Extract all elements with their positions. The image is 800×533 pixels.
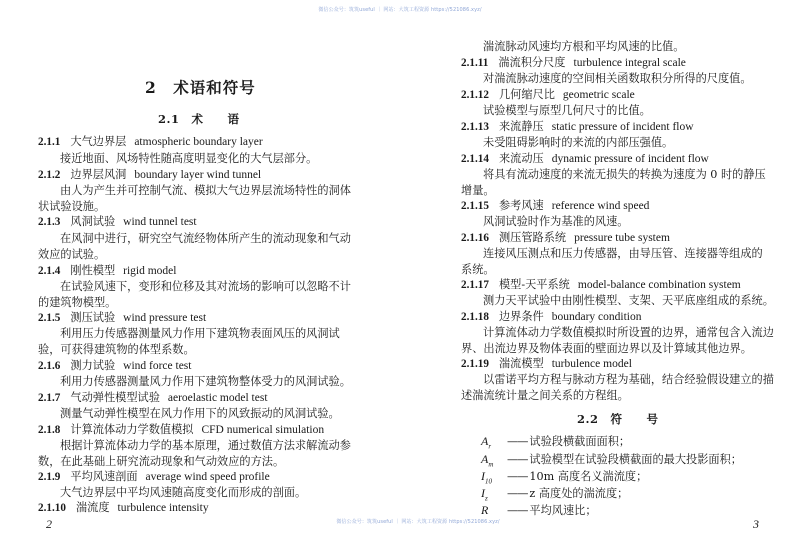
term-definition: 接近地面、风场特性随高度明显变化的大气层部分。 (60, 152, 318, 165)
term-number: 2.1.14 (461, 153, 489, 165)
term-definition: 试验模型与原型几何尺寸的比值。 (483, 104, 651, 117)
term-heading (461, 56, 686, 70)
term-definition: 未受阻碍影响时的来流的内部压强值。 (483, 136, 674, 149)
symbol-desc: z 高度处的湍流度； (529, 487, 629, 500)
term-en: turbulence integral scale (573, 57, 686, 69)
term-zh: 测力试验 (70, 359, 116, 372)
term-definition: 在试验风速下，变形和位移及其对流场的影响可以忽略不计 (60, 280, 351, 293)
term-zh: 来流动压 (498, 152, 544, 165)
term-heading (38, 311, 206, 325)
term-definition: 利用压力传感器测量风力作用下建筑物表面风压的风洞试 (60, 327, 340, 340)
term-zh: 平均风速剖面 (70, 470, 138, 483)
term-en: turbulence intensity (117, 502, 209, 514)
term-zh: 湍流模型 (498, 357, 544, 370)
term-number: 2.1.16 (461, 232, 489, 244)
term-number: 2.1.17 (461, 279, 489, 291)
term-definition-cont: 数，在此基础上研究流动现象和气动效应的方法。 (38, 455, 285, 468)
term-definition-cont: 界、出流边界及物体表面的壁面边界以及计算域其他边界。 (461, 342, 752, 355)
term-heading (38, 359, 191, 373)
term-number: 2.1.15 (461, 200, 489, 212)
term-number: 2.1.9 (38, 471, 61, 483)
term-en: geometric scale (562, 89, 635, 101)
page-number-left: 2 (46, 517, 52, 531)
term-heading (38, 168, 261, 182)
term-number: 2.1.8 (38, 424, 61, 436)
term-definition-cont: 湍流脉动风速均方根和平均风速的比值。 (483, 40, 685, 53)
term-heading (461, 199, 649, 213)
term-definition: 将具有流动速度的来流无损失的转换为速度为 0 时的静压 (483, 168, 766, 181)
page-number-right: 3 (753, 517, 759, 531)
term-definition: 以雷诺平均方程与脉动方程为基础，结合经验假设建立的描 (483, 373, 774, 386)
symbol-desc: 试验模型在试验段横截面的最大投影面积； (529, 453, 742, 466)
term-definition: 测量气动弹性模型在风力作用下的风致振动的风洞试验。 (60, 407, 340, 420)
term-definition: 风洞试验时作为基准的风速。 (483, 215, 629, 228)
term-zh: 计算流体动力学数值模拟 (70, 423, 194, 436)
term-number: 2.1.19 (461, 358, 489, 370)
term-zh: 风洞试验 (70, 215, 116, 228)
term-zh: 测压管路系统 (498, 231, 567, 244)
symbol-row (481, 503, 597, 522)
symbol: R (481, 503, 489, 517)
term-en: static pressure of incident flow (551, 121, 694, 133)
term-en: atmospheric boundary layer (134, 136, 263, 148)
term-definition: 对湍流脉动速度的空间相关函数取积分所得的尺度值。 (483, 72, 752, 85)
term-zh: 刚性模型 (70, 264, 116, 277)
term-heading (461, 88, 635, 102)
term-number: 2.1.13 (461, 121, 489, 133)
term-zh: 边界层风洞 (70, 168, 127, 181)
term-definition: 连接风压测点和压力传感器，由导压管、连接器等组成的 (483, 247, 763, 260)
symbol-dash: —— (507, 470, 528, 483)
section-title-terms: 2.1 术 语 (158, 112, 240, 126)
term-number: 2.1.10 (38, 502, 66, 514)
term-en: aeroelastic model test (167, 392, 268, 404)
term-number: 2.1.2 (38, 169, 61, 181)
term-number: 2.1.11 (461, 57, 489, 69)
term-definition-cont: 效应的试验。 (38, 248, 106, 261)
term-heading (461, 231, 670, 245)
term-heading (461, 120, 694, 134)
symbol-dash: —— (507, 435, 528, 448)
term-zh: 大气边界层 (70, 135, 127, 148)
term-definition: 测力天平试验中由刚性模型、支架、天平底座组成的系统。 (483, 294, 774, 307)
symbol: $I_{10}$ (481, 469, 492, 486)
term-en: turbulence model (551, 358, 632, 370)
term-definition: 利用力传感器测量风力作用下建筑物整体受力的风洞试验。 (60, 375, 351, 388)
term-heading (461, 278, 741, 292)
term-heading (38, 470, 270, 484)
term-en: wind pressure test (123, 312, 207, 324)
symbol-desc: 试验段横截面面积； (529, 435, 631, 448)
symbol: $A_r$ (481, 434, 492, 451)
term-number: 2.1.7 (38, 392, 61, 404)
term-heading (38, 391, 268, 405)
term-number: 2.1.1 (38, 136, 61, 148)
term-number: 2.1.5 (38, 312, 61, 324)
term-en: reference wind speed (551, 200, 650, 212)
term-zh: 几何缩尺比 (498, 88, 555, 101)
term-definition-cont: 状试验设施。 (38, 200, 106, 213)
term-heading (38, 501, 209, 515)
section-title-symbols: 2.2 符 号 (577, 412, 659, 426)
term-definition-cont: 增量。 (461, 184, 495, 197)
term-definition: 由人为产生并可控制气流、模拟大气边界层流场特性的洞体 (60, 184, 351, 197)
term-definition: 大气边界层中平均风速随高度变化而形成的剖面。 (60, 486, 307, 499)
symbol: $I_z$ (481, 486, 488, 503)
term-en: CFD numerical simulation (201, 424, 325, 436)
right-page (420, 0, 800, 533)
term-definition-cont: 的建筑物模型。 (38, 296, 117, 309)
term-en: boundary layer wind tunnel (134, 169, 262, 181)
term-heading (38, 135, 263, 149)
term-zh: 测压试验 (70, 311, 116, 324)
term-definition: 根据计算流体动力学的基本原理，通过数值方法求解流动参 (60, 439, 351, 452)
term-zh: 湍流积分尺度 (498, 56, 566, 69)
term-number: 2.1.4 (38, 265, 61, 277)
symbol-dash: —— (507, 453, 528, 466)
term-en: rigid model (123, 265, 177, 277)
term-heading (38, 215, 197, 229)
symbol-row (481, 434, 630, 453)
term-number: 2.1.3 (38, 216, 61, 228)
term-heading (38, 423, 324, 437)
term-definition-cont: 述湍流统计量之间关系的方程组。 (461, 389, 629, 402)
term-heading (461, 357, 632, 371)
term-zh: 来流静压 (498, 120, 544, 133)
term-definition: 在风洞中进行，研究空气流经物体所产生的流动现象和气动 (60, 232, 351, 245)
term-zh: 边界条件 (498, 310, 544, 323)
term-number: 2.1.12 (461, 89, 489, 101)
term-zh: 参考风速 (498, 199, 544, 212)
term-definition-cont: 系统。 (461, 263, 495, 276)
watermark-bottom: 微信公众号：筑筑useful ｜ 网站：大筑工程资源 https://521086.xyz/ (336, 519, 500, 525)
term-heading (38, 264, 176, 278)
symbol-desc: 平均风速比； (529, 504, 597, 517)
term-heading (461, 152, 709, 166)
term-zh: 气动弹性模型试验 (70, 391, 160, 404)
term-en: model-balance combination system (577, 279, 741, 291)
chapter-title: 2 术语和符号 (145, 78, 256, 97)
term-number: 2.1.18 (461, 311, 489, 323)
term-definition-cont: 验，可获得建筑物的体型系数。 (38, 343, 195, 356)
term-definition: 计算流体动力学数值模拟时所设置的边界，通常包含入流边 (483, 326, 774, 339)
symbol-dash: —— (507, 504, 528, 517)
symbol: $A_m$ (481, 452, 494, 469)
term-en: wind tunnel test (123, 216, 197, 228)
term-en: average wind speed profile (145, 471, 270, 483)
term-number: 2.1.6 (38, 360, 61, 372)
term-en: pressure tube system (574, 232, 670, 244)
term-heading (461, 310, 641, 324)
watermark-top: 微信公众号：筑筑useful ｜ 网站：大筑工程资源 https://521086.xyz/ (318, 7, 482, 13)
symbol-dash: —— (507, 487, 528, 500)
term-zh: 湍流度 (75, 501, 110, 514)
term-zh: 模型-天平系统 (498, 278, 570, 291)
term-en: boundary condition (551, 311, 642, 323)
term-en: dynamic pressure of incident flow (551, 153, 709, 165)
term-en: wind force test (123, 360, 192, 372)
symbol-desc: 10m 高度名义湍流度； (529, 470, 648, 483)
